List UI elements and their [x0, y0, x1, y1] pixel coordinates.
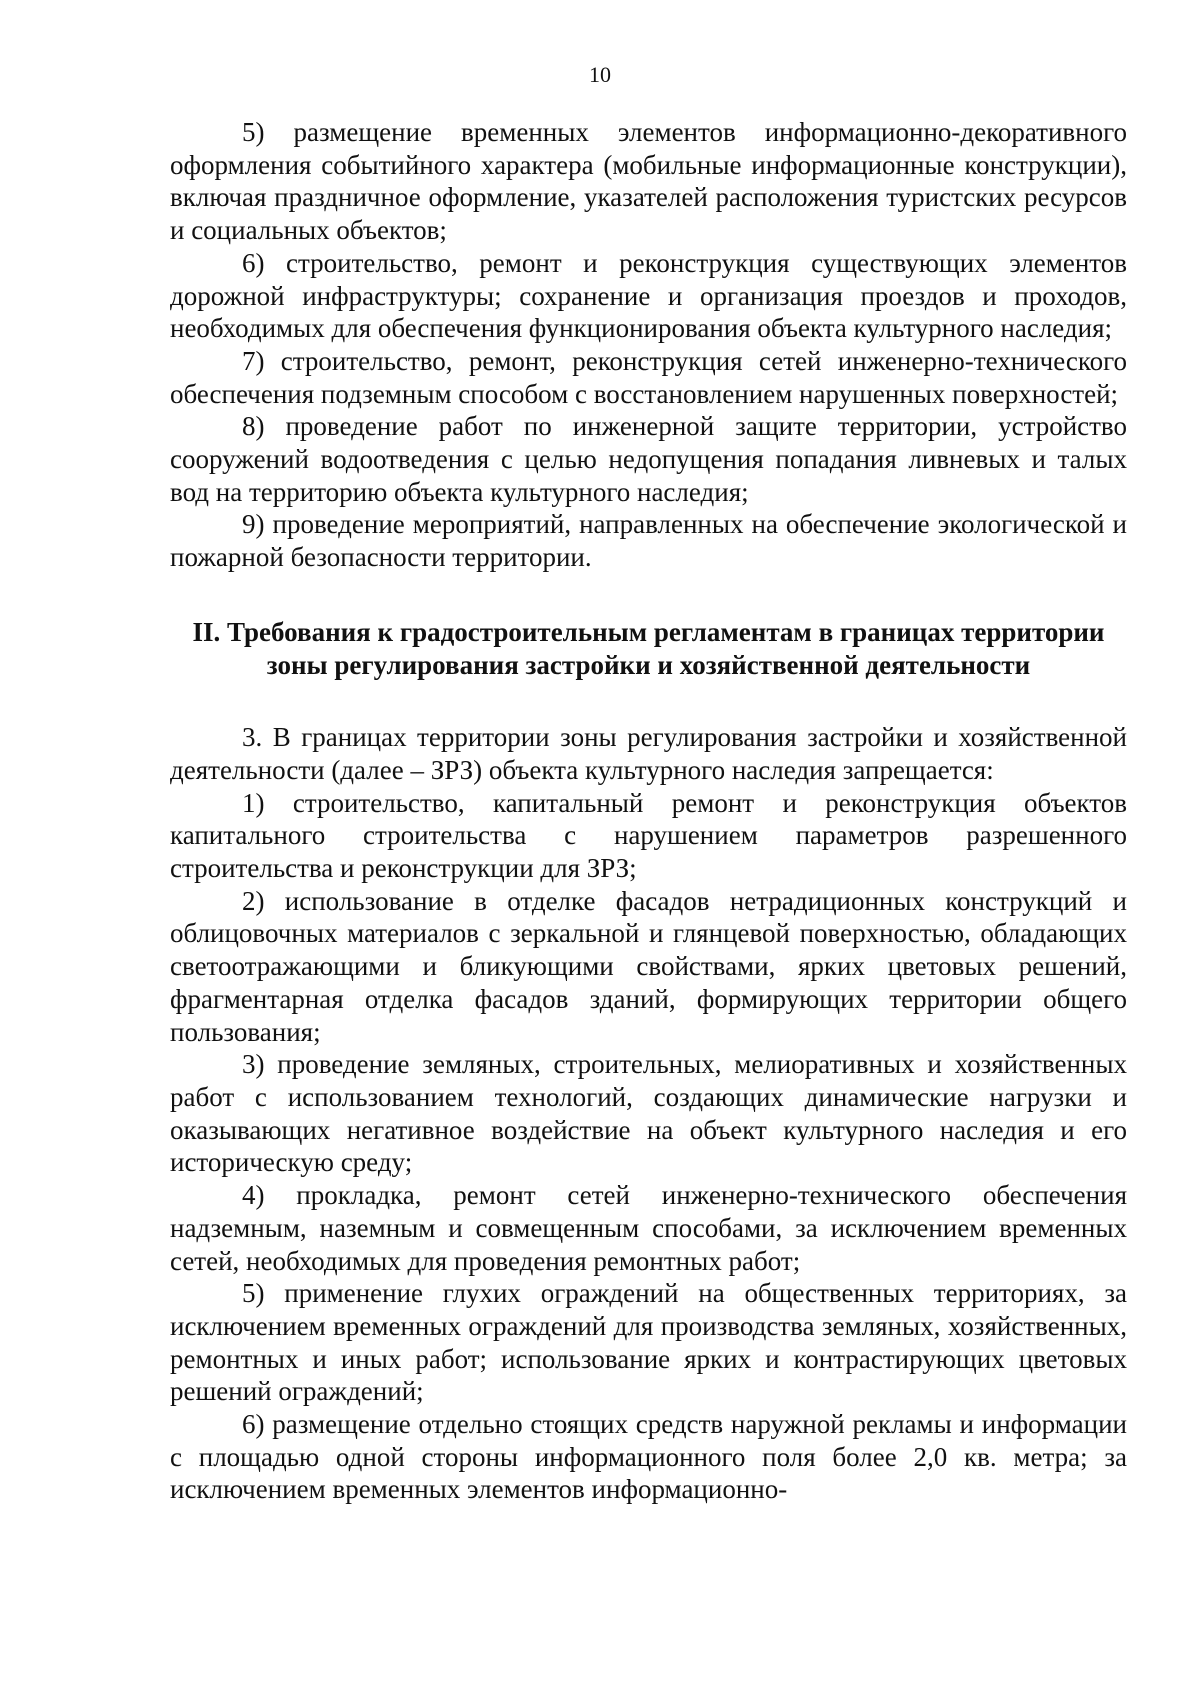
list-item-7: 7) строительство, ремонт, реконструкция сетей инженерно-технического обеспечения подземным способом с восстановлением нарушенных поверхностей; — [170, 345, 1127, 409]
section-heading-line-1: II. Требования к градостроительным регламентам в границах территории — [192, 616, 1105, 647]
prohibition-item-1: 1) строительство, капитальный ремонт и реконструкция объектов капитального строительства с нарушением параметров разрешенного строительства и реконструкции для ЗРЗ; — [170, 787, 1127, 884]
section-intro-paragraph: 3. В границах территории зоны регулирования застройки и хозяйственной деятельности (далее – ЗРЗ) объекта культурного наследия запрещается: — [170, 722, 1127, 785]
prohibition-item-4: 4) прокладка, ремонт сетей инженерно-технического обеспечения надземным, наземным и совмещенным способами, за исключением временных сетей, необходимых для проведения ремонтных работ; — [170, 1180, 1127, 1276]
list-item-6: 6) строительство, ремонт и реконструкция существующих элементов дорожной инфраструктуры; сохранение и организация проездов и проходов, необходимых для обеспечения функционирования объекта культурного наследия; — [170, 247, 1127, 344]
section-heading — [170, 616, 1127, 681]
prohibition-item-3: 3) проведение земляных, строительных, мелиоративных и хозяйственных работ с использованием технологий, создающих динамические нагрузки и оказывающих негативное воздействие на объект культурного наследия и его историческую среду; — [170, 1049, 1127, 1178]
list-item-8: 8) проведение работ по инженерной защите территории, устройство сооружений водоотведения с целью недопущения попадания ливневых и талых вод на территорию объекта культурного наследия; — [170, 411, 1127, 507]
list-item-9: 9) проведение мероприятий, направленных на обеспечение экологической и пожарной безопасности территории. — [170, 509, 1127, 573]
section-heading-line-2: зоны регулирования застройки и хозяйственной деятельности — [266, 649, 1031, 680]
prohibition-item-6: 6) размещение отдельно стоящих средств наружной рекламы и информации с площадью одной стороны информационного поля более 2,0 кв. метра; за исключением временных элементов информационно- — [170, 1409, 1127, 1505]
prohibition-item-5: 5) применение глухих ограждений на общественных территориях, за исключением временных ограждений для производства земляных, хозяйственных, ремонтных и иных работ; использование ярких и контрастирующих цветовых решений ограждений; — [170, 1278, 1127, 1407]
prohibition-item-2: 2) использование в отделке фасадов нетрадиционных конструкций и облицовочных материалов с зеркальной и глянцевой поверхностью, обладающих светоотражающими и бликующими свойствами, ярких цветовых решений, фрагментарная отделка фасадов зданий, формирующих территории общего пользования; — [170, 885, 1127, 1047]
page-number: 10 — [589, 62, 611, 87]
document-body — [170, 116, 1127, 1506]
list-item-5: 5) размещение временных элементов информационно-декоративного оформления событийного характера (мобильные информационные конструкции), включая праздничное оформление, указателей расположения туристских ресурсов и социальных объектов; — [170, 117, 1127, 246]
